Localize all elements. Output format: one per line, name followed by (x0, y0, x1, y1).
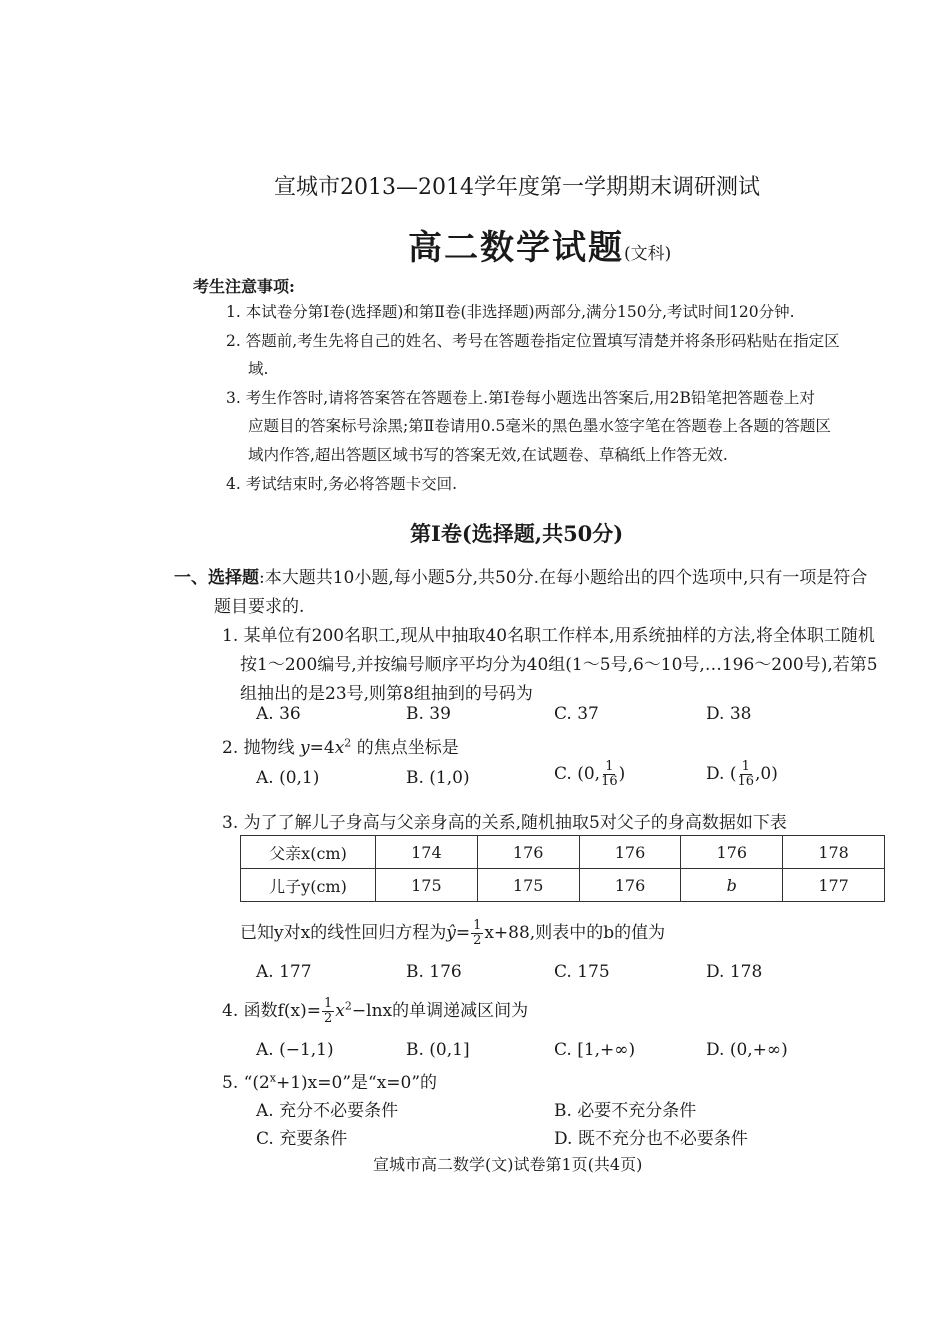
q5-option-b: B. 必要不充分条件 (554, 1101, 697, 1121)
q4-stem (222, 996, 528, 1026)
table-row-label: 儿子y(cm) (241, 869, 376, 902)
q1-stem-line-3: 组抽出的是23号,则第8组抽到的号码为 (240, 684, 533, 704)
q2-stem (222, 733, 459, 758)
notice-item-3-cont1: 应题目的答案标号涂黑;第Ⅱ卷请用0.5毫米的黑色墨水签字笔在答题卷上各题的答题区 (248, 417, 831, 435)
q2-stem-a: 2. 抛物线 (222, 738, 295, 758)
q3-regression-b: x+88,则表中的b的值为 (484, 923, 666, 943)
q1-option-b: B. 39 (406, 704, 451, 724)
q2-option-b: B. (1,0) (406, 768, 470, 788)
q2-var-y: y (300, 738, 310, 758)
q4-option-a: A. (−1,1) (256, 1040, 334, 1060)
section-1-intro-label: 一、选择题 (174, 568, 259, 588)
q4-var-x: x (335, 1001, 345, 1021)
q2-option-d-post: ,0) (755, 764, 778, 784)
q3-regression-a: 已知y对x的线性回归方程为 (240, 923, 447, 943)
q1-stem-line-1: 1. 某单位有200名职工,现从中抽取40名职工作样本,用系统抽样的方法,将全体职工随机 (222, 626, 875, 646)
q4-stem-a: 4. 函数f(x)= (222, 1001, 322, 1021)
table-cell: 178 (783, 836, 885, 869)
q2-option-d-fraction (737, 760, 754, 789)
table-cell: 176 (477, 836, 579, 869)
section-1-title: 第Ⅰ卷(选择题,共50分) (410, 521, 624, 546)
q3-regression-fraction (471, 919, 483, 948)
q2-var-x: x (334, 738, 345, 758)
table-row-label: 父亲x(cm) (241, 836, 376, 869)
q4-option-b: B. (0,1] (406, 1040, 470, 1060)
q2-eq: =4 (309, 738, 335, 758)
q5-option-d: D. 既不充分也不必要条件 (554, 1129, 748, 1149)
notice-item-2-cont: 域. (248, 360, 269, 378)
q3-option-c: C. 175 (554, 962, 610, 982)
q3-option-a: A. 177 (256, 962, 312, 982)
notice-item-3-cont2: 域内作答,超出答题区域书写的答案无效,在试题卷、草稿纸上作答无效. (248, 446, 728, 464)
q2-exponent: 2 (344, 736, 352, 750)
q3-yhat: ŷ (446, 923, 456, 943)
q2-option-c (554, 760, 625, 789)
notice-item-2: 2. 答题前,考生先将自己的姓名、考号在答题卷指定位置填写清楚并将条形码粘贴在指定区 (226, 332, 840, 350)
table-row (241, 836, 885, 869)
table-cell: 177 (783, 869, 885, 902)
q2-option-a: A. (0,1) (256, 768, 320, 788)
section-1-intro-text: :本大题共10小题,每小题5分,共50分.在每小题给出的四个选项中,只有一项是符合 (259, 568, 868, 588)
q1-option-a: A. 36 (256, 704, 301, 724)
fraction-denominator: 16 (601, 774, 618, 789)
q5-option-c: C. 充要条件 (256, 1129, 348, 1149)
q3-option-d: D. 178 (706, 962, 763, 982)
notice-heading: 考生注意事项: (193, 277, 295, 296)
exam-title (408, 220, 671, 269)
q2-option-d-pre: D. ( (706, 764, 737, 784)
fraction-numerator: 1 (324, 996, 333, 1011)
q3-option-b: B. 176 (406, 962, 462, 982)
notice-item-4: 4. 考试结束时,务必将答题卡交回. (226, 475, 458, 493)
q4-option-d: D. (0,+∞) (706, 1040, 788, 1060)
notice-item-3: 3. 考生作答时,请将答案答在答题卷上.第Ⅰ卷每小题选出答案后,用2B铅笔把答题卷上对 (226, 389, 815, 407)
q2-option-c-pre: C. (0, (554, 764, 601, 784)
q4-option-c: C. [1,+∞) (554, 1040, 636, 1060)
table-cell: 174 (376, 836, 478, 869)
q4-exponent: 2 (344, 999, 352, 1013)
fraction-denominator: 2 (324, 1011, 333, 1026)
notice-item-1: 1. 本试卷分第Ⅰ卷(选择题)和第Ⅱ卷(非选择题)两部分,满分150分,考试时间120分钟. (226, 303, 795, 321)
q4-stem-c: −lnx的单调递减区间为 (351, 1001, 529, 1021)
fraction-numerator: 1 (473, 918, 482, 933)
fraction-denominator: 2 (473, 933, 482, 948)
q5-stem-b: +1)x=0”是“x=0”的 (275, 1073, 438, 1093)
q2-option-c-fraction (601, 760, 618, 789)
q5-stem (222, 1068, 437, 1093)
section-1-intro (174, 563, 867, 588)
height-data-table (240, 835, 885, 902)
fraction-numerator: 1 (741, 759, 750, 774)
table-cell: 175 (477, 869, 579, 902)
table-row (241, 869, 885, 902)
table-cell: 176 (681, 836, 783, 869)
table-cell: b (681, 869, 783, 902)
table-cell: 176 (579, 836, 681, 869)
q4-fraction (322, 997, 334, 1026)
table-cell: 175 (376, 869, 478, 902)
q2-option-d (706, 760, 778, 789)
exam-subtitle: 宣城市2013—2014学年度第一学期期末调研测试 (274, 175, 760, 200)
q2-option-c-post: ) (618, 764, 626, 784)
page-footer: 宣城市高二数学(文)试卷第1页(共4页) (373, 1155, 643, 1174)
exam-title-note: (文科) (624, 244, 672, 264)
table-cell: 176 (579, 869, 681, 902)
q3-regression-eq: = (455, 923, 471, 943)
q5-option-a: A. 充分不必要条件 (256, 1101, 399, 1121)
fraction-numerator: 1 (605, 759, 614, 774)
exam-title-text: 高二数学试题 (408, 228, 624, 268)
q3-regression (240, 918, 665, 948)
q1-stem-line-2: 按1～200编号,并按编号顺序平均分为40组(1～5号,6～10号,…196～200号),若第5 (240, 655, 878, 675)
q5-exponent: x (269, 1071, 276, 1085)
section-1-intro-cont: 题目要求的. (214, 597, 305, 617)
q3-stem: 3. 为了了解儿子身高与父亲身高的关系,随机抽取5对父子的身高数据如下表 (222, 813, 787, 833)
q2-stem-b: 的焦点坐标是 (356, 738, 459, 758)
q1-option-d: D. 38 (706, 704, 752, 724)
fraction-denominator: 16 (737, 774, 755, 789)
q1-option-c: C. 37 (554, 704, 599, 724)
q5-stem-a: 5. “(2 (222, 1073, 270, 1093)
